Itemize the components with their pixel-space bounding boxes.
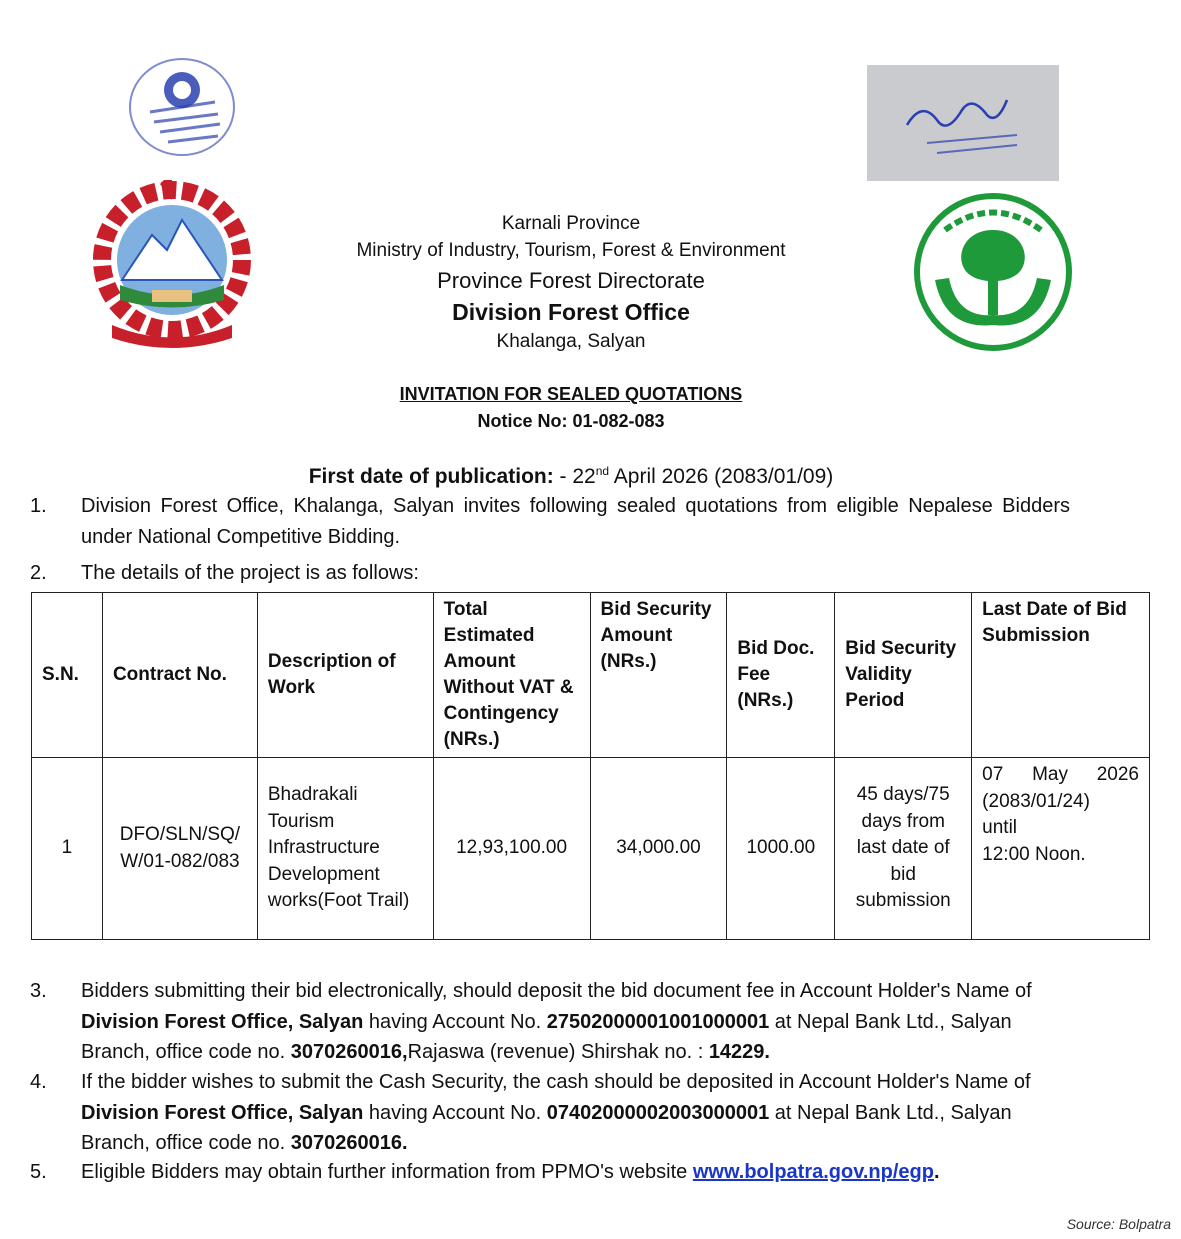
table-header-row bbox=[32, 593, 1150, 758]
source-credit: Source: Bolpatra bbox=[1066, 1216, 1171, 1232]
cell-last-date: 07 May 2026 (2083/01/24) until 12:00 Noon. bbox=[972, 758, 1150, 940]
cell-bid-fee: 1000.00 bbox=[727, 758, 835, 940]
paragraph-5: 5. Eligible Bidders may obtain further information from PPMO's website www.bolpatra.gov.np/egp. bbox=[30, 1161, 940, 1183]
paragraph-4: 4. If the bidder wishes to submit the Cash Security, the cash should be deposited in Account Holder's Name of Division Forest Office, Salyan having Account No. 07402000002003000001 at Nepal Bank Ltd., Salyan Branch, office code no. 3070260016. bbox=[30, 1071, 1031, 1154]
project-details-table bbox=[31, 592, 1150, 940]
cell-total-amount: 12,93,100.00 bbox=[433, 758, 590, 940]
header-validity: Bid Security Validity Period bbox=[835, 593, 972, 758]
header-last-date: Last Date of Bid Submission bbox=[972, 593, 1150, 758]
header-bid-security: Bid Security Amount (NRs.) bbox=[590, 593, 727, 758]
header-sn: S.N. bbox=[32, 593, 103, 758]
office-name: Division Forest Office bbox=[452, 299, 690, 325]
cell-validity: 45 days/75 days from last date of bid submission bbox=[835, 758, 972, 940]
cell-sn: 1 bbox=[32, 758, 103, 940]
notice-number: Notice No: 01-082-083 bbox=[477, 411, 665, 431]
province-name: Karnali Province bbox=[501, 213, 641, 234]
cell-bid-security: 34,000.00 bbox=[590, 758, 727, 940]
cell-contract: DFO/SLN/SQ/ W/01-082/083 bbox=[102, 758, 257, 940]
directorate-name: Province Forest Directorate bbox=[437, 268, 705, 293]
office-location: Khalanga, Salyan bbox=[496, 331, 646, 352]
header-description: Description of Work bbox=[257, 593, 433, 758]
notice-title: INVITATION FOR SEALED QUOTATIONS bbox=[399, 384, 743, 404]
publication-date: First date of publication: - 22nd April 2026 (2083/01/09) bbox=[308, 464, 834, 488]
table-row bbox=[32, 758, 1150, 940]
nepal-emblem bbox=[82, 180, 262, 350]
header-bid-fee: Bid Doc. Fee (NRs.) bbox=[727, 593, 835, 758]
paragraph-2: 2. The details of the project is as follows: bbox=[30, 562, 419, 584]
paragraph-1: 1. Division Forest Office, Khalanga, Salyan invites following sealed quotations from eligible Nepalese Bidders under National Competitive Bidding. bbox=[30, 495, 1070, 548]
forest-logo bbox=[905, 190, 1080, 355]
paragraph-3: 3. Bidders submitting their bid electronically, should deposit the bid document fee in Account Holder's Name of Division Forest Office, Salyan having Account No. 27502000001001000001 at Nepal Bank Ltd., Salyan Branch, office code no. 3070260016,Rajaswa (revenue) Shirshak no. : 14229. bbox=[30, 980, 1032, 1063]
signature-icon bbox=[867, 65, 1059, 181]
office-seal-stamp bbox=[120, 52, 255, 162]
ministry-name: Ministry of Industry, Tourism, Forest & Environment bbox=[356, 240, 786, 261]
cell-description: Bhadrakali Tourism Infrastructure Development works(Foot Trail) bbox=[257, 758, 433, 940]
ppmo-website-link[interactable]: www.bolpatra.gov.np/egp bbox=[692, 1161, 934, 1183]
header-contract: Contract No. bbox=[102, 593, 257, 758]
signature-block bbox=[867, 65, 1059, 181]
header-total-amount: Total Estimated Amount Without VAT & Contingency (NRs.) bbox=[433, 593, 590, 758]
